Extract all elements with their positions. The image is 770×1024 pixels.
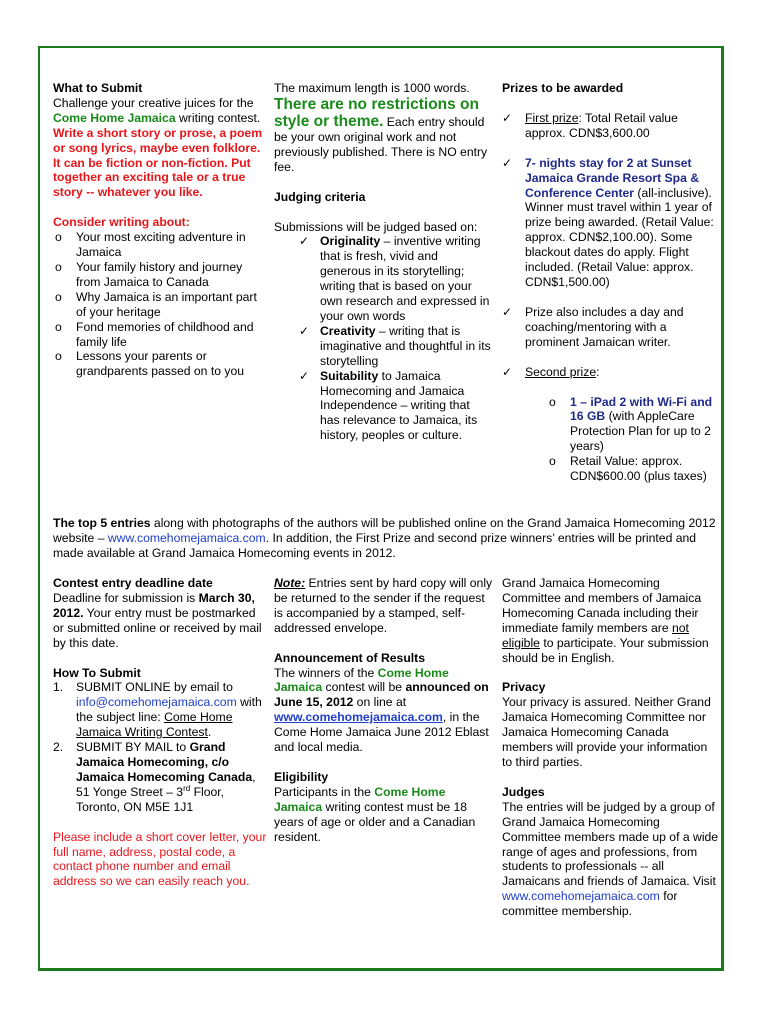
checkmark-icon: ✓ [299, 234, 310, 249]
judges-heading: Judges [502, 784, 545, 799]
announcement-text: The winners of the Come Home Jamaica contest will be announced on June 15, 2012 on line at www.comehomejamaica.com, in the Come Home Jamaica June 2012 Eblast and local media. [274, 665, 489, 755]
list-item: o Why Jamaica is an important part of your heritage [53, 290, 265, 320]
deadline-section [53, 576, 267, 889]
list-item: ✓ 7- nights stay for 2 at Sunset Jamaica Grande Resort Spa & Conference Center (all-inclusive). Winner must travel within 1 year of prize being awarded. (Retail Value: approx. CDN$2,100.00). Some blackout dates do apply. Flight included. (Retail Value: approx. CDN$1,500.00) [502, 155, 714, 289]
note-text: Note: Entries sent by hard copy will only be returned to the sender if the request is accompanied by a stamped, self-addressed envelope. [274, 576, 493, 635]
judging-heading: Judging criteria [274, 189, 366, 204]
consider-heading: Consider writing about: [53, 215, 190, 230]
what-to-submit-section [53, 81, 265, 379]
judges-text: The entries will be judged by a group of Grand Jamaica Homecoming Committee members made up of a wide range of ages and professions, from students to professionals -- all Jamaicans and friends of Jamaica. Visit www.comehomejamaica.com for committee membership. [502, 799, 719, 919]
spacer [502, 350, 720, 365]
submit-steps [53, 680, 267, 814]
checkmark-icon: ✓ [502, 304, 513, 319]
eligibility-text: Participants in the Come Home Jamaica writing contest must be 18 years of age or older and a Canadian resident. [274, 784, 476, 844]
deadline-text: Deadline for submission is March 30, 2012. Your entry must be postmarked or submitted online or received by mail by this date. [53, 590, 262, 650]
guidelines-section [274, 81, 492, 443]
checkmark-icon: ✓ [299, 323, 310, 338]
checkmark-icon: ✓ [502, 364, 513, 379]
restrictions-text: There are no restrictions on style or theme. Each entry should be your own original work and not previously published. There is NO entry fee. [274, 95, 488, 174]
list-item: 1. SUBMIT ONLINE by email to info@comehomejamaica.com with the subject line: Come Home Jamaica Writing Contest. [53, 680, 262, 740]
checkmark-icon: ✓ [502, 155, 513, 170]
what-to-submit-text: Challenge your creative juices for the Come Home Jamaica writing contest. Write a short story or prose, a poem or song lyrics, maybe even folklore. It can be fiction or non-fiction. Put together an exciting tale or a true story -- whatever you like. [53, 95, 263, 200]
spacer [502, 380, 720, 395]
list-item: o Lessons your parents or grandparents passed on to you [53, 349, 265, 379]
top5-text: The top 5 entries along with photographs of the authors will be published online on the Grand Jamaica Homecoming 2012 website – www.comehomejamaica.com. In addition, the First Prize and second prize winners’ entries will be printed and made available at Grand Jamaica Homecoming events in 2012. [53, 516, 716, 560]
announcement-heading: Announcement of Results [274, 650, 425, 665]
prizes-heading: Prizes to be awarded [502, 81, 624, 95]
committee-text: Grand Jamaica Homecoming Committee and members of Jamaica Homecoming Canada including their immediate family members are not eligible to participate. Your submission should be in English. [502, 576, 709, 665]
list-item: o Fond memories of childhood and family life [53, 320, 265, 350]
deadline-heading: Contest entry deadline date [53, 576, 213, 590]
prizes-section [502, 81, 720, 484]
prizes-list [502, 111, 720, 395]
list-item: 2. SUBMIT BY MAIL to Grand Jamaica Homecoming, c/o Jamaica Homecoming Canada, 51 Yonge Street – 3rd Floor, Toronto, ON M5E 1J1 [53, 740, 256, 814]
eligibility-heading: Eligibility [274, 769, 329, 784]
list-item: o Retail Value: approx. CDN$600.00 (plus taxes) [547, 454, 720, 484]
site-link[interactable]: www.comehomejamaica.com [107, 530, 266, 545]
privacy-text: Your privacy is assured. Neither Grand Jamaica Homecoming Committee nor Jamaica Homecoming Canada members will provide your information to third parties. [502, 695, 711, 769]
criteria-list [274, 234, 492, 443]
results-section [274, 576, 494, 845]
list-item: o Your most exciting adventure in Jamaica [53, 230, 265, 260]
spacer [502, 290, 720, 305]
privacy-heading: Privacy [502, 680, 546, 695]
cover-letter-text: Please include a short cover letter, your full name, address, postal code, a contact phone number and email address so we can easily reach you. [53, 829, 267, 889]
results-link[interactable]: www.comehomejamaica.com [274, 710, 443, 725]
max-length-text: The maximum length is 1000 words. [274, 81, 470, 95]
top5-section [53, 516, 720, 561]
checkmark-icon: ✓ [299, 368, 310, 383]
checkmark-icon: ✓ [502, 110, 513, 125]
judging-intro: Submissions will be judged based on: [274, 219, 478, 234]
email-link[interactable]: info@comehomejamaica.com [76, 695, 237, 710]
list-item: ✓ Second prize: [502, 364, 600, 379]
list-item: ✓ Prize also includes a day and coaching/mentoring with a prominent Jamaican writer. [502, 304, 684, 349]
list-item: ✓ Originality – inventive writing that is fresh, vivid and generous in its storytelling; writing that is based on your own research and expressed in your own words [299, 234, 490, 323]
list-item: ✓ Creativity – writing that is imaginative and thoughtful in its storytelling [299, 323, 491, 368]
spacer [502, 141, 720, 156]
second-prize-list [547, 395, 720, 484]
list-item: o 1 – iPad 2 with Wi-Fi and 16 GB (with AppleCare Protection Plan for up to 2 years) [547, 395, 720, 455]
list-item: o Your family history and journey from Jamaica to Canada [53, 260, 265, 290]
privacy-section [502, 576, 720, 919]
consider-list [53, 230, 265, 379]
list-item: ✓ First prize: Total Retail value approx. CDN$3,600.00 [502, 110, 678, 140]
what-to-submit-heading: What to Submit [53, 81, 143, 95]
list-item: ✓ Suitability to Jamaica Homecoming and Jamaica Independence – writing that has relevance to Jamaica, its history, peoples or culture. [299, 368, 478, 443]
committee-link[interactable]: www.comehomejamaica.com [502, 889, 660, 904]
how-to-submit-heading: How To Submit [53, 665, 141, 680]
